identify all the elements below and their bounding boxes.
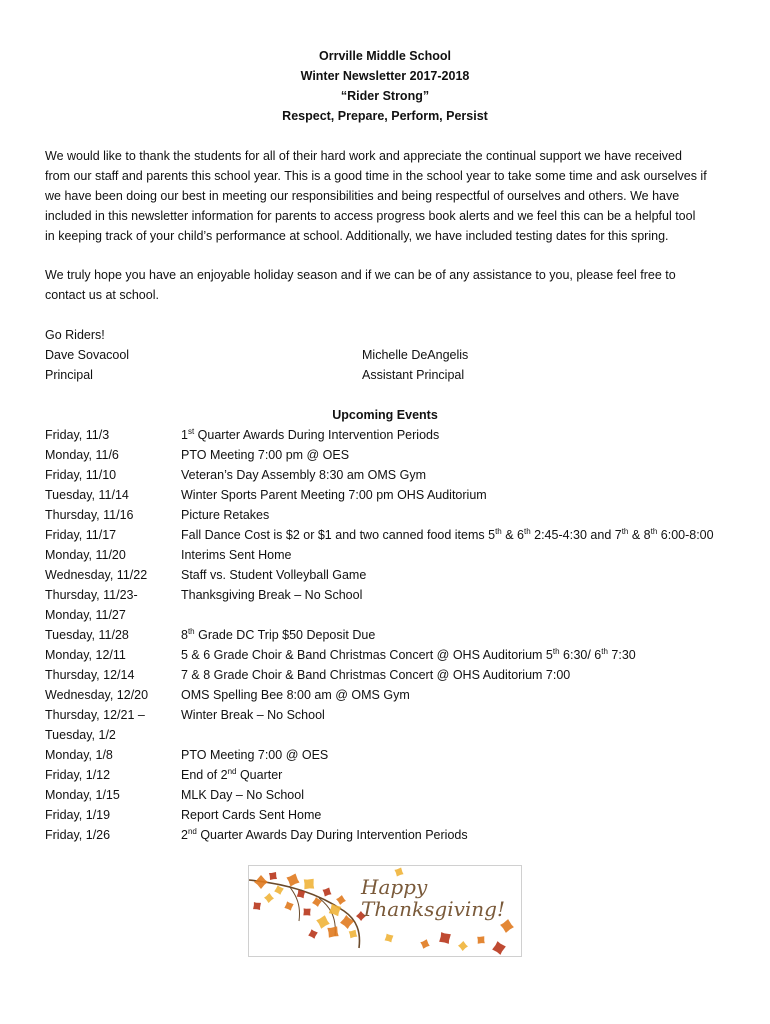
ordinal-suffix: th bbox=[495, 526, 502, 536]
ordinal-suffix: th bbox=[601, 646, 608, 656]
event-text: & 8 bbox=[628, 528, 651, 542]
greeting: Go Riders! bbox=[45, 328, 105, 342]
event-row bbox=[45, 425, 735, 445]
event-row bbox=[45, 745, 735, 765]
paragraph-line: we have been doing our best in meeting our responsibilities and being respectful of ourselves and others. We have bbox=[45, 189, 680, 203]
event-text: Quarter bbox=[236, 768, 283, 782]
core-values: Respect, Prepare, Perform, Persist bbox=[282, 109, 488, 123]
event-description bbox=[181, 505, 269, 525]
ordinal-suffix: th bbox=[187, 626, 195, 636]
event-description bbox=[181, 705, 325, 725]
event-text: 2:45-4:30 and 7 bbox=[530, 528, 622, 542]
event-description bbox=[181, 765, 282, 785]
event-description bbox=[181, 805, 321, 825]
event-description bbox=[181, 745, 328, 765]
ordinal-suffix: st bbox=[187, 426, 195, 436]
school-name: Orrville Middle School bbox=[319, 49, 451, 63]
event-row bbox=[45, 525, 735, 545]
paragraph-line: We truly hope you have an enjoyable holiday season and if we can be of any assistance to you, please feel free to bbox=[45, 268, 676, 282]
paragraph-line: We would like to thank the students for all of their hard work and appreciate the continual support we have received bbox=[45, 149, 682, 163]
event-description bbox=[181, 545, 291, 565]
event-description bbox=[181, 485, 487, 505]
event-date: Thursday, 11/23- bbox=[45, 588, 138, 602]
leaf-shape bbox=[458, 941, 469, 952]
event-description bbox=[181, 825, 468, 845]
event-row bbox=[45, 705, 735, 725]
happy-thanksgiving-image bbox=[248, 865, 522, 957]
principal-name: Dave Sovacool bbox=[45, 348, 130, 362]
event-date: Thursday, 12/21 – bbox=[45, 708, 145, 722]
event-date: Monday, 12/11 bbox=[45, 648, 126, 662]
signature-block bbox=[45, 325, 725, 385]
event-text: PTO Meeting 7:00 pm @ OES bbox=[181, 448, 350, 462]
event-date: Monday, 1/15 bbox=[45, 788, 120, 802]
event-row bbox=[45, 505, 735, 525]
newsletter-header bbox=[0, 46, 770, 126]
event-date: Tuesday, 11/28 bbox=[45, 628, 129, 642]
event-text: Winter Break – No School bbox=[181, 708, 325, 722]
event-date: Friday, 11/10 bbox=[45, 468, 117, 482]
event-row bbox=[45, 605, 735, 625]
event-text: OMS Spelling Bee 8:00 am @ OMS Gym bbox=[181, 688, 410, 702]
event-text: 1 bbox=[181, 428, 188, 442]
event-description bbox=[181, 625, 375, 645]
event-text: Staff vs. Student Volleyball Game bbox=[181, 568, 367, 582]
event-description bbox=[181, 525, 714, 545]
leaf-shape bbox=[300, 905, 314, 919]
event-text: 6:00-8:00 bbox=[657, 528, 714, 542]
events-list bbox=[45, 425, 735, 845]
event-text: End of 2 bbox=[181, 768, 228, 782]
event-date: Monday, 11/27 bbox=[45, 608, 126, 622]
event-description bbox=[181, 665, 570, 685]
event-text: 7:30 bbox=[607, 648, 636, 662]
events-heading: Upcoming Events bbox=[332, 408, 438, 422]
event-description bbox=[181, 585, 362, 605]
event-row bbox=[45, 545, 735, 565]
leaf-shape bbox=[335, 894, 347, 906]
newsletter-title: Winter Newsletter 2017-2018 bbox=[300, 69, 470, 83]
event-text: 8 bbox=[181, 628, 188, 642]
event-date: Friday, 1/12 bbox=[45, 768, 111, 782]
event-row bbox=[45, 485, 735, 505]
event-date: Wednesday, 11/22 bbox=[45, 568, 148, 582]
event-text: 6:30/ 6 bbox=[559, 648, 602, 662]
event-text: MLK Day – No School bbox=[181, 788, 304, 802]
event-text: Quarter Awards Day During Intervention Periods bbox=[196, 828, 468, 842]
event-text: 7 & 8 Grade Choir & Band Christmas Concert @ OHS Auditorium 7:00 bbox=[181, 668, 571, 682]
event-description bbox=[181, 465, 426, 485]
event-description bbox=[181, 565, 366, 585]
event-description bbox=[181, 645, 636, 665]
event-date: Monday, 11/20 bbox=[45, 548, 126, 562]
event-text: Quarter Awards During Intervention Periods bbox=[194, 428, 440, 442]
principal-title: Principal bbox=[45, 368, 93, 382]
thanksgiving-word: Thanksgiving! bbox=[361, 897, 506, 921]
event-date: Tuesday, 1/2 bbox=[45, 728, 116, 742]
event-row bbox=[45, 665, 735, 685]
event-text: 2 bbox=[181, 828, 188, 842]
event-date: Friday, 1/19 bbox=[45, 808, 111, 822]
event-row bbox=[45, 765, 735, 785]
event-text: Picture Retakes bbox=[181, 508, 270, 522]
event-date: Tuesday, 11/14 bbox=[45, 488, 129, 502]
event-description bbox=[181, 685, 410, 705]
leaf-shape bbox=[320, 885, 333, 898]
event-text: Fall Dance Cost is $2 or $1 and two canned food items 5 bbox=[181, 528, 496, 542]
event-date: Monday, 11/6 bbox=[45, 448, 119, 462]
event-date: Monday, 1/8 bbox=[45, 748, 113, 762]
event-text: Thanksgiving Break – No School bbox=[181, 588, 363, 602]
paragraph-line: in keeping track of your child’s performance at school. Additionally, we have included testing dates for this spring. bbox=[45, 229, 669, 243]
event-text: 5 & 6 Grade Choir & Band Christmas Concert @ OHS Auditorium 5 bbox=[181, 648, 553, 662]
event-text: Winter Sports Parent Meeting 7:00 pm OHS Auditorium bbox=[181, 488, 487, 502]
event-description bbox=[181, 425, 439, 445]
event-row bbox=[45, 685, 735, 705]
event-text: Grade DC Trip $50 Deposit Due bbox=[194, 628, 376, 642]
event-date: Friday, 11/17 bbox=[45, 528, 117, 542]
motto: “Rider Strong” bbox=[340, 89, 430, 103]
ordinal-suffix: th bbox=[552, 646, 560, 656]
event-text: Report Cards Sent Home bbox=[181, 808, 322, 822]
leaf-shape bbox=[282, 899, 295, 912]
event-row bbox=[45, 445, 735, 465]
leaf-shape bbox=[491, 940, 508, 956]
leaf-shape bbox=[254, 875, 268, 889]
event-row bbox=[45, 645, 735, 665]
ordinal-suffix: nd bbox=[227, 766, 237, 776]
paragraph-line: contact us at school. bbox=[45, 288, 159, 302]
event-text: Veteran’s Day Assembly 8:30 am OMS Gym bbox=[181, 468, 427, 482]
assistant-principal-title: Assistant Principal bbox=[362, 368, 465, 382]
leaf-shape bbox=[435, 928, 454, 947]
event-row bbox=[45, 585, 735, 605]
event-text: & 6 bbox=[501, 528, 524, 542]
event-description bbox=[181, 785, 304, 805]
event-date: Friday, 1/26 bbox=[45, 828, 111, 842]
paragraph-line: from our staff and parents this school year. This is a good time in the school year to take some time and ask ourselves if bbox=[45, 169, 707, 183]
holiday-paragraph bbox=[45, 265, 725, 305]
ordinal-suffix: th bbox=[650, 526, 658, 536]
event-description bbox=[181, 445, 349, 465]
leaf-shape bbox=[250, 899, 264, 913]
intro-paragraph bbox=[45, 146, 725, 246]
event-row bbox=[45, 465, 735, 485]
event-row bbox=[45, 625, 735, 645]
event-date: Thursday, 12/14 bbox=[45, 668, 135, 682]
event-date: Thursday, 11/16 bbox=[45, 508, 134, 522]
assistant-principal-name: Michelle DeAngelis bbox=[362, 348, 469, 362]
event-row bbox=[45, 805, 735, 825]
leaf-shape bbox=[419, 938, 432, 951]
event-row bbox=[45, 565, 735, 585]
paragraph-line: included in this newsletter information for parents to access progress book alerts and we feel this can be a helpful tool bbox=[45, 209, 696, 223]
event-text: Interims Sent Home bbox=[181, 548, 292, 562]
ordinal-suffix: th bbox=[621, 526, 629, 536]
greeting-text bbox=[361, 876, 511, 920]
event-row bbox=[45, 825, 735, 845]
leaf-shape bbox=[307, 928, 319, 940]
ordinal-suffix: th bbox=[523, 526, 531, 536]
event-date: Friday, 11/3 bbox=[45, 428, 110, 442]
event-row bbox=[45, 785, 735, 805]
ordinal-suffix: nd bbox=[187, 826, 197, 836]
leaf-shape bbox=[264, 893, 275, 904]
leaf-shape bbox=[382, 931, 396, 945]
event-text: PTO Meeting 7:00 @ OES bbox=[181, 748, 329, 762]
leaf-shape bbox=[474, 933, 488, 947]
leaf-shape bbox=[266, 869, 280, 883]
happy-word: Happy bbox=[361, 875, 428, 899]
leaf-shape bbox=[339, 914, 354, 929]
event-date: Wednesday, 12/20 bbox=[45, 688, 149, 702]
event-row bbox=[45, 725, 735, 745]
